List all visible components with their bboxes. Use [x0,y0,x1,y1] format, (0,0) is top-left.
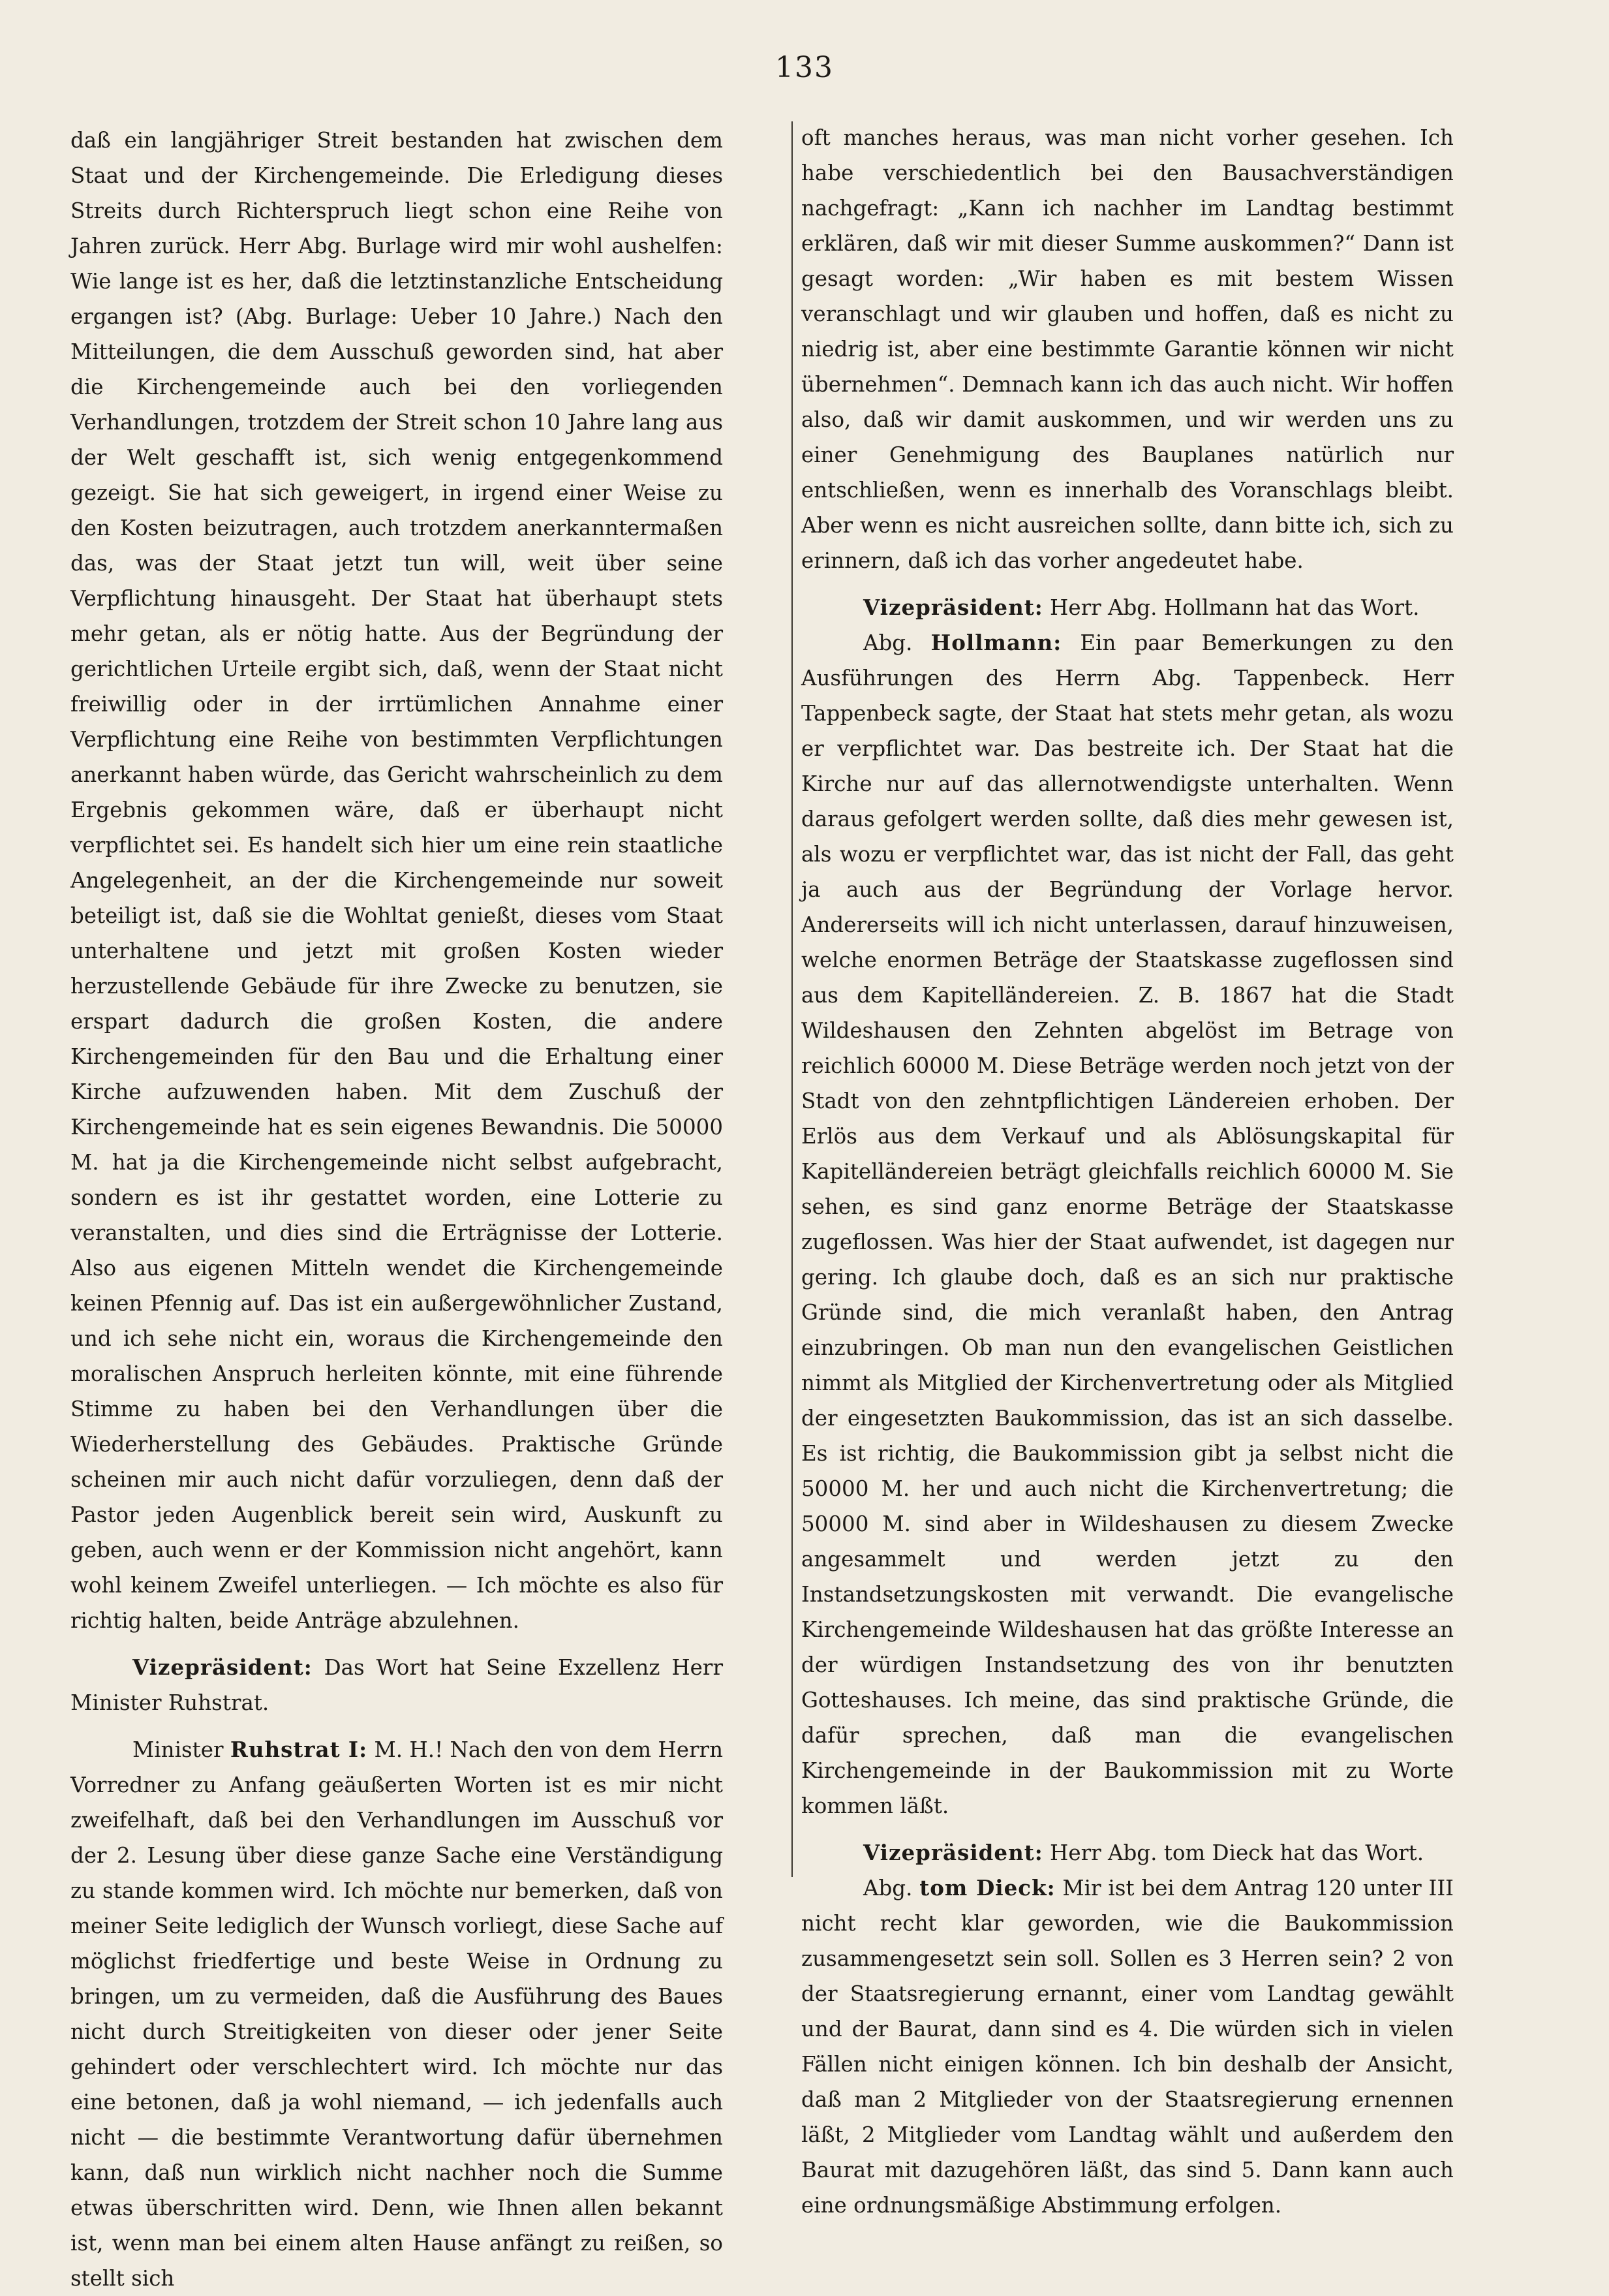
right-paragraph-2 [801,590,1454,625]
speaker-tom-dieck: tom Dieck: [919,1875,1056,1900]
left-paragraph-3 [70,1732,723,2296]
speaker-ruhstrat: Ruhstrat I: [230,1737,368,1762]
speaker-vizepraesident: Vizepräsident: [863,1840,1043,1865]
right-paragraph-5-text: Mir ist bei dem Antrag 120 unter III nicht recht klar geworden, wie die Baukommission zusammengesetzt sein soll. Sollen es 3 Herren sein? 2 von der Staatsregierung ernannt, einer vom Landtag gewählt und der Baurat, dann sind es 4. Die würden sich in vielen Fällen nicht einigen können. Ich bin deshalb der Ansicht, daß man 2 Mitglieder von der Staatsregierung ernennen läßt, 2 Mitglieder vom Landtag wählt und außerdem den Baurat mit dazugehören läßt, das sind 5. Dann kann auch eine ordnungsmäßige Abstimmung erfolgen. [801,1876,1454,2218]
right-paragraph-3-text: Ein paar Bemerkungen zu den Ausführungen des Herrn Abg. Tappenbeck. Herr Tappenbeck sagte, der Staat hat stets mehr getan, als wozu er verpflichtet war. Das bestreite ich. Der Staat hat die Kirche nur auf das allernotwendigste unterhalten. Wenn daraus gefolgert werden sollte, daß dies mehr gewesen ist, als wozu er verpflichtet war, das ist nicht der Fall, das geht ja auch aus der Begründung der Vorlage hervor. Andererseits will ich nicht unterlassen, darauf hinzuweisen, welche enormen Beträge der Staatskasse zugeflossen sind aus dem Kapitelländereien. Z. B. 1867 hat die Stadt Wildeshausen den Zehnten abgelöst im Betrage von reichlich 60000 M. Diese Beträge werden noch jetzt von der Stadt von den zehntpflichtigen Ländereien erhoben. Der Erlös aus dem Verkauf und als Ablösungskapital für Kapitelländereien beträgt gleichfalls reichlich 60000 M. Sie sehen, es sind ganz enorme Beträge der Staatskasse zugeflossen. Was hier der Staat aufwendet, ist dagegen nur gering. Ich glaube doch, daß es an sich nur praktische Gründe sind, die mich veranlaßt haben, den Antrag einzubringen. Ob man nun den evangelischen Geistlichen nimmt als Mitglied der Kirchenvertretung oder als Mitglied der eingesetzten Baukommission, das ist an sich dasselbe. Es ist richtig, die Baukommission gibt ja selbst nicht die 50000 M. her und auch nicht die Kirchenvertretung; die 50000 M. sind aber in Wildeshausen zu diesem Zwecke angesammelt und werden jetzt zu den Instandsetzungskosten mit verwandt. Die evangelische Kirchengemeinde Wildeshausen hat das größte Interesse an der würdigen Instandsetzung des von ihr benutzten Gotteshauses. Ich meine, das sind praktische Gründe, die dafür sprechen, daß man die evangelischen Kirchengemeinde in der Baukommission mit zu Worte kommen läßt. [801,630,1454,1818]
right-paragraph-5 [801,1870,1454,2223]
speaker-vizepraesident: Vizepräsident: [863,595,1043,620]
page-number: 133 [775,51,834,84]
right-column [801,120,1454,2223]
right-paragraph-3 [801,625,1454,1823]
right-paragraph-1: oft manches heraus, was man nicht vorher gesehen. Ich habe verschiedentlich bei den Bausachverständigen nachgefragt: „Kann ich nachher im Landtag bestimmt erklären, daß wir mit dieser Summe auskommen?“ Dann ist gesagt worden: „Wir haben es mit bestem Wissen veranschlagt und wir glauben und hoffen, daß es nicht zu niedrig ist, aber eine bestimmte Garantie können wir nicht übernehmen“. Demnach kann ich das auch nicht. Wir hoffen also, daß wir damit auskommen, und wir werden uns zu einer Genehmigung des Bauplanes natürlich nur entschließen, wenn es innerhalb des Voranschlags bleibt. Aber wenn es nicht ausreichen sollte, dann bitte ich, sich zu erinnern, daß ich das vorher angedeutet habe. [801,125,1454,573]
right-paragraph-2-text: Herr Abg. Hollmann hat das Wort. [1043,595,1420,620]
right-paragraph-4-text: Herr Abg. tom Dieck hat das Wort. [1043,1840,1424,1865]
left-paragraph-3-prefix: Minister [132,1737,230,1762]
left-paragraph-1: daß ein langjähriger Streit bestanden hat zwischen dem Staat und der Kirchengemeinde. Die Erledigung dieses Streits durch Richterspruch liegt schon eine Reihe von Jahren zurück. Herr Abg. Burlage wird mir wohl aushelfen: Wie lange ist es her, daß die letztinstanzliche Entscheidung ergangen ist? (Abg. Burlage: Ueber 10 Jahre.) Nach den Mitteilungen, die dem Ausschuß geworden sind, hat aber die Kirchengemeinde auch bei den vorliegenden Verhandlungen, trotzdem der Streit schon 10 Jahre lang aus der Welt geschafft ist, sich wenig entgegenkommend gezeigt. Sie hat sich geweigert, in irgend einer Weise zu den Kosten beizutragen, auch trotzdem anerkanntermaßen das, was der Staat jetzt tun will, weit über seine Verpflichtung hinausgeht. Der Staat hat überhaupt stets mehr getan, als er nötig hatte. Aus der Begründung der gerichtlichen Urteile ergibt sich, daß, wenn der Staat nicht freiwillig oder in der irrtümlichen Annahme einer Verpflichtung eine Reihe von bestimmten Verpflichtungen anerkannt haben würde, das Gericht wahrscheinlich zu dem Ergebnis gekommen wäre, daß er überhaupt nicht verpflichtet sei. Es handelt sich hier um eine rein staatliche Angelegenheit, an der die Kirchengemeinde nur soweit beteiligt ist, daß sie die Wohltat genießt, dieses vom Staat unterhaltene und jetzt mit großen Kosten wieder herzustellende Gebäude für ihre Zwecke zu benutzen, sie erspart dadurch die großen Kosten, die andere Kirchengemeinden für den Bau und die Erhaltung einer Kirche aufzuwenden haben. Mit dem Zuschuß der Kirchengemeinde hat es sein eigenes Bewandnis. Die 50000 M. hat ja die Kirchengemeinde nicht selbst aufgebracht, sondern es ist ihr gestattet worden, eine Lotterie zu veranstalten, und dies sind die Erträgnisse der Lotterie. Also aus eigenen Mitteln wendet die Kirchengemeinde keinen Pfennig auf. Das ist ein außergewöhnlicher Zustand, und ich sehe nicht ein, woraus die Kirchengemeinde den moralischen Anspruch herleiten könnte, mit eine führende Stimme zu haben bei den Verhandlungen über die Wiederherstellung des Gebäudes. Praktische Gründe scheinen mir auch nicht dafür vorzuliegen, denn daß der Pastor jeden Augenblick bereit sein wird, Auskunft zu geben, auch wenn er der Kommission nicht angehört, kann wohl keinem Zweifel unterliegen. — Ich möchte es also für richtig halten, beide Anträge abzulehnen. [70,128,723,1633]
speaker-hollmann: Hollmann: [930,630,1062,655]
right-paragraph-3-prefix: Abg. [863,630,931,655]
right-paragraph-5-prefix: Abg. [863,1876,920,1900]
speaker-vizepraesident: Vizepräsident: [132,1654,313,1680]
left-column [70,123,723,2296]
left-paragraph-3-text: M. H.! Nach den von dem Herrn Vorredner zu Anfang geäußerten Worten ist es mir nicht zweifelhaft, daß bei den Verhandlungen im Ausschuß vor der 2. Lesung über diese ganze Sache eine Verständigung zu stande kommen wird. Ich möchte nur bemerken, daß von meiner Seite lediglich der Wunsch vorliegt, diese Sache auf möglichst friedfertige und beste Weise in Ordnung zu bringen, um zu vermeiden, daß die Ausführung des Baues nicht durch Streitigkeiten von dieser oder jener Seite gehindert oder verschlechtert wird. Ich möchte nur das eine betonen, daß ja wohl niemand, — ich jedenfalls auch nicht — die bestimmte Verantwortung dafür übernehmen kann, daß nun wirklich nicht nachher noch die Summe etwas überschritten wird. Denn, wie Ihnen allen bekannt ist, wenn man bei einem alten Hause anfängt zu reißen, so stellt sich [70,1737,724,2291]
right-paragraph-4 [801,1835,1454,1870]
left-paragraph-2-text: Das Wort hat Seine Exzellenz Herr Minister Ruhstrat. [70,1655,723,1715]
left-paragraph-2 [70,1650,723,1720]
column-divider [791,121,793,1877]
